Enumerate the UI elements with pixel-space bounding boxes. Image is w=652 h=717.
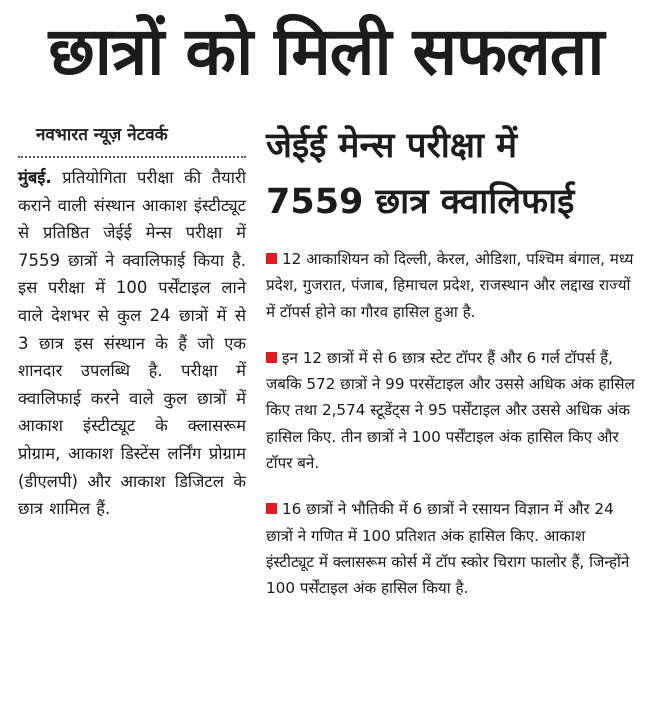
bullet-text: 16 छात्रों ने भौतिकी में 6 छात्रों ने रसायन विज्ञान में और 24 छात्रों ने गणित में 100 प्रतिशत अंक हासिल किए. आकाश इंस्टीट्यूट में क्लासरूम कोर्स में टॉप स्कोर चिराग फालोर हैं, जिन्होंने 100 पर्सेंटाइल अंक हासिल किया है. [266, 500, 630, 598]
red-square-bullet-icon [266, 503, 277, 514]
left-column [18, 122, 246, 523]
bullet-item [266, 345, 638, 476]
bullet-item [266, 246, 638, 325]
article-body-text: प्रतियोगिता परीक्षा की तैयारी कराने वाली संस्थान आकाश इंस्टीट्यूट से प्रतिष्ठित जेईई मेन्स परीक्षा में 7559 छात्रों ने क्वालिफाई किया है. इस परीक्षा में 100 पर्सेंटाइल लाने वाले देशभर से कुल 24 छात्रों में से 3 छात्र इस संस्थान के हैं जो एक शानदार उपलब्धि है. परीक्षा में क्वालिफाई करने वाले कुल छात्रों में आकाश इंस्टीट्यूट के क्लासरूम प्रोग्राम, आकाश डिस्टेंस लर्निंग प्रोग्राम (डीएलपी) और आकाश डिजिटल के छात्र शामिल हैं. [18, 168, 246, 519]
bullet-list [266, 246, 638, 602]
red-square-bullet-icon [266, 352, 277, 363]
article-body [18, 164, 246, 523]
byline: नवभारत न्यूज़ नेटवर्क [36, 125, 168, 145]
bullet-item [266, 496, 638, 601]
sub-headline [266, 118, 646, 230]
sub-headline-line-2: 7559 छात्र क्वालिफाई [266, 182, 575, 222]
bullet-text: 12 आकाशियन को दिल्ली, केरल, ओडिशा, पश्चिम बंगाल, मध्य प्रदेश, गुजरात, पंजाब, हिमाचल प्रदेश, राजस्थान और लद्दाख राज्यों में टॉपर्स होने का गौरव हासिल हुआ है. [266, 250, 634, 321]
bullet-text: इन 12 छात्रों में से 6 छात्र स्टेट टॉपर हैं और 6 गर्ल टॉपर्स हैं, जबकि 572 छात्रों ने 99 परसेंटाइल और उससे अधिक अंक हासिल किए तथा 2,574 स्टूडेंट्स ने 95 पर्सेंटाइल और उससे अधिक अंक हासिल किए. तीन छात्रों ने 100 पर्सेंटाइल अंक हासिल किए और टॉपर बने. [266, 348, 635, 473]
sub-headline-line-1: जेईई मेन्स परीक्षा में [266, 126, 518, 166]
headline: छात्रों को मिली सफलता [48, 13, 604, 90]
dateline: मुंबई. [18, 168, 52, 187]
red-square-bullet-icon [266, 253, 277, 264]
dotted-divider [18, 156, 246, 158]
